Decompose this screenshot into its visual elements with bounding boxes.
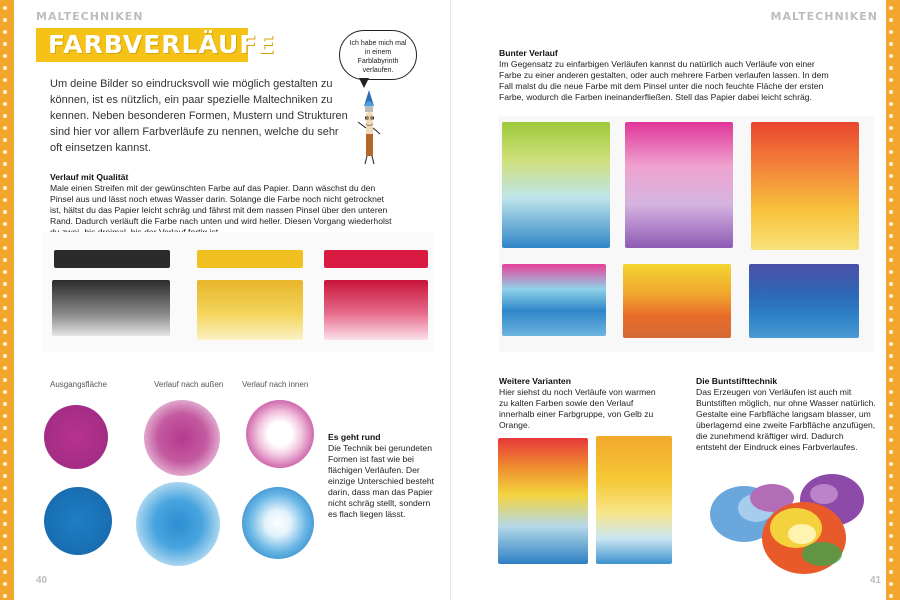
edge-dot (3, 594, 7, 598)
edge-dot (3, 258, 7, 262)
book-spread (14, 0, 888, 600)
edge-dot (3, 198, 7, 202)
left-page (14, 0, 451, 600)
edge-dot (889, 282, 893, 286)
edge-dot (889, 306, 893, 310)
page-number-right: 41 (870, 575, 882, 586)
quality-section (50, 172, 395, 238)
edge-dot (889, 78, 893, 82)
edge-dot (889, 258, 893, 262)
edge-dot (889, 486, 893, 490)
edge-dot (3, 474, 7, 478)
edge-dot (3, 222, 7, 226)
edge-dot (889, 330, 893, 334)
edge-dot (3, 558, 7, 562)
edge-dot (889, 270, 893, 274)
edge-dot (3, 210, 7, 214)
label-base-area: Ausgangsfläche (50, 380, 107, 389)
black-gradient (52, 280, 170, 336)
edge-dot (889, 522, 893, 526)
edge-dot (3, 42, 7, 46)
edge-dot (889, 342, 893, 346)
edge-dot (889, 414, 893, 418)
bunter-heading: Bunter Verlauf (499, 48, 558, 58)
edge-dot (3, 354, 7, 358)
circle-blue-base (44, 487, 112, 555)
red-stripe (324, 250, 428, 268)
edge-dot (3, 378, 7, 382)
right-page-edge (886, 0, 900, 600)
edge-dot (3, 282, 7, 286)
edge-dot (889, 186, 893, 190)
edge-dot (889, 558, 893, 562)
edge-dot (3, 90, 7, 94)
varianten-heading: Weitere Varianten (499, 376, 571, 386)
buntstift-section (696, 376, 876, 453)
edge-dot (3, 438, 7, 442)
edge-dot (3, 390, 7, 394)
page-number-left: 40 (36, 575, 48, 586)
edge-dot (3, 102, 7, 106)
red-yellow-gradient (751, 122, 859, 250)
edge-dot (889, 246, 893, 250)
edge-dot (3, 30, 7, 34)
edge-dot (3, 498, 7, 502)
edge-dot (889, 222, 893, 226)
edge-dot (889, 6, 893, 10)
edge-dot (3, 546, 7, 550)
edge-dot (889, 126, 893, 130)
edge-dot (889, 138, 893, 142)
edge-dot (3, 570, 7, 574)
edge-dot (889, 546, 893, 550)
edge-dot (889, 354, 893, 358)
edge-dot (3, 234, 7, 238)
label-gradient-outward: Verlauf nach außen (154, 380, 224, 389)
varianten-text: Hier siehst du noch Verläufe von warmen zu kalten Farben sowie den Verlauf innerhalb einer Farbgruppe, von Gelb zu Orange. (499, 387, 656, 430)
red-gradient (324, 280, 428, 340)
edge-dot (3, 582, 7, 586)
edge-dot (3, 306, 7, 310)
edge-dot (3, 414, 7, 418)
circle-blue-inward (242, 487, 314, 559)
edge-dot (889, 18, 893, 22)
blue-gradient (749, 264, 859, 338)
label-gradient-inward: Verlauf nach innen (242, 380, 309, 389)
colored-pencil-fruits-illustration (704, 468, 872, 580)
edge-dot (889, 534, 893, 538)
edge-dot (889, 198, 893, 202)
left-page-edge (0, 0, 14, 600)
warm-cold-gradient (498, 438, 588, 564)
speech-bubble: Ich habe mich mal in einem Farblabyrinth verlaufen. (339, 30, 417, 80)
green-blue-gradient (502, 122, 610, 248)
circle-magenta-inward (246, 400, 314, 468)
edge-dot (3, 534, 7, 538)
brush-character-icon (354, 88, 384, 166)
edge-dot (3, 426, 7, 430)
edge-dot (3, 78, 7, 82)
pink-cyan-gradient (502, 264, 606, 336)
gradient-swatches (42, 232, 434, 352)
edge-dot (889, 474, 893, 478)
edge-dot (3, 18, 7, 22)
edge-dot (3, 366, 7, 370)
edge-dot (3, 6, 7, 10)
edge-dot (3, 66, 7, 70)
edge-dot (889, 366, 893, 370)
black-stripe (54, 250, 170, 268)
circle-magenta-base (44, 405, 108, 469)
edge-dot (889, 510, 893, 514)
edge-dot (3, 270, 7, 274)
buntstift-text: Das Erzeugen von Verläufen ist auch mit Buntstiften möglich, nur ohne Wasser natürlich. Gestalte eine Farbfläche langsam blasser, um überlagernd eine zweite Farbfläche anzufügen, die zunehmend kräftiger wird. Dadurch entsteht der Eindruck eines Farbverlaufes. (696, 387, 876, 452)
edge-dot (3, 330, 7, 334)
varianten-section (499, 376, 667, 431)
edge-dot (889, 390, 893, 394)
edge-dot (3, 510, 7, 514)
edge-dot (889, 42, 893, 46)
edge-dot (889, 30, 893, 34)
edge-dot (889, 318, 893, 322)
edge-dot (3, 186, 7, 190)
edge-dot (889, 294, 893, 298)
edge-dot (889, 402, 893, 406)
edge-dot (889, 174, 893, 178)
round-section (328, 432, 440, 520)
multicolor-gradients (499, 116, 874, 352)
circle-magenta-outward (144, 400, 220, 476)
round-heading: Es geht rund (328, 432, 381, 442)
yellow-gradient (197, 280, 303, 340)
edge-dot (889, 66, 893, 70)
quality-heading: Verlauf mit Qualität (50, 172, 129, 182)
edge-dot (889, 234, 893, 238)
bunter-section (499, 48, 839, 103)
circle-blue-outward (136, 482, 220, 566)
edge-dot (3, 342, 7, 346)
edge-dot (889, 426, 893, 430)
edge-dot (889, 90, 893, 94)
edge-dot (889, 462, 893, 466)
edge-dot (3, 294, 7, 298)
edge-dot (889, 150, 893, 154)
section-label-right: MALTECHNIKEN (770, 10, 878, 23)
speech-bubble-tail (359, 78, 369, 88)
intro-text: Um deine Bilder so eindrucksvoll wie möglich gestalten zu können, ist es nützlich, ein paar spezielle Maltechniken zu kennen. Neben besonderen Formen, Mustern und Strukturen sind hier vor allem Farbverläufe zu nennen, welche du sehr oft einsetzen kannst. (50, 78, 348, 154)
yellow-orange-gradient (623, 264, 731, 338)
edge-dot (889, 54, 893, 58)
edge-dot (3, 402, 7, 406)
edge-dot (889, 114, 893, 118)
page-title: FARBVERLÄUFE (48, 30, 276, 59)
edge-dot (3, 162, 7, 166)
bunter-text: Im Gegensatz zu einfarbigen Verläufen kannst du natürlich auch Verläufe von einer Farbe zu einer anderen gestalten, oder auch mehrere Farben verlaufen lassen. In dem Fall malst du die neue Farbe mit dem Pinsel unter die noch feuchte Fläche der ersten Farbe, wodurch die Farben ineinanderfließen. Stell das Papier dabei leicht schräg. (499, 59, 829, 102)
edge-dot (3, 126, 7, 130)
edge-dot (3, 486, 7, 490)
edge-dot (889, 450, 893, 454)
edge-dot (3, 138, 7, 142)
edge-dot (889, 570, 893, 574)
edge-dot (889, 162, 893, 166)
yellow-stripe (197, 250, 303, 268)
edge-dot (3, 54, 7, 58)
edge-dot (889, 594, 893, 598)
edge-dot (3, 114, 7, 118)
edge-dot (3, 450, 7, 454)
edge-dot (3, 318, 7, 322)
section-label-left: MALTECHNIKEN (36, 10, 144, 23)
edge-dot (889, 498, 893, 502)
edge-dot (3, 462, 7, 466)
edge-dot (3, 246, 7, 250)
pink-purple-gradient (625, 122, 733, 248)
edge-dot (889, 102, 893, 106)
edge-dot (889, 378, 893, 382)
buntstift-heading: Die Buntstifttechnik (696, 376, 778, 386)
edge-dot (889, 438, 893, 442)
edge-dot (3, 522, 7, 526)
yellow-orange-variant (596, 436, 672, 564)
round-text: Die Technik bei gerundeten Formen ist fast wie bei flächigen Verläufen. Der einzige Unterschied besteht darin, dass man das Papier nicht schräg stellt, sondern es flach liegen lässt. (328, 443, 435, 519)
edge-dot (889, 210, 893, 214)
edge-dot (3, 150, 7, 154)
edge-dot (889, 582, 893, 586)
edge-dot (3, 174, 7, 178)
quality-text: Male einen Streifen mit der gewünschten Farbe auf das Papier. Dann wäschst du den Pinsel aus und lässt noch etwas Wasser darin. Solange die Farbe noch nicht getrocknet ist, hältst du das Papier leicht schräg und fährst mit dem nassen Pinsel über den unteren Rand. Dadurch verläuft die Farbe nach unten und wird heller. Diesen Vorgang wiederholst (50, 183, 392, 226)
